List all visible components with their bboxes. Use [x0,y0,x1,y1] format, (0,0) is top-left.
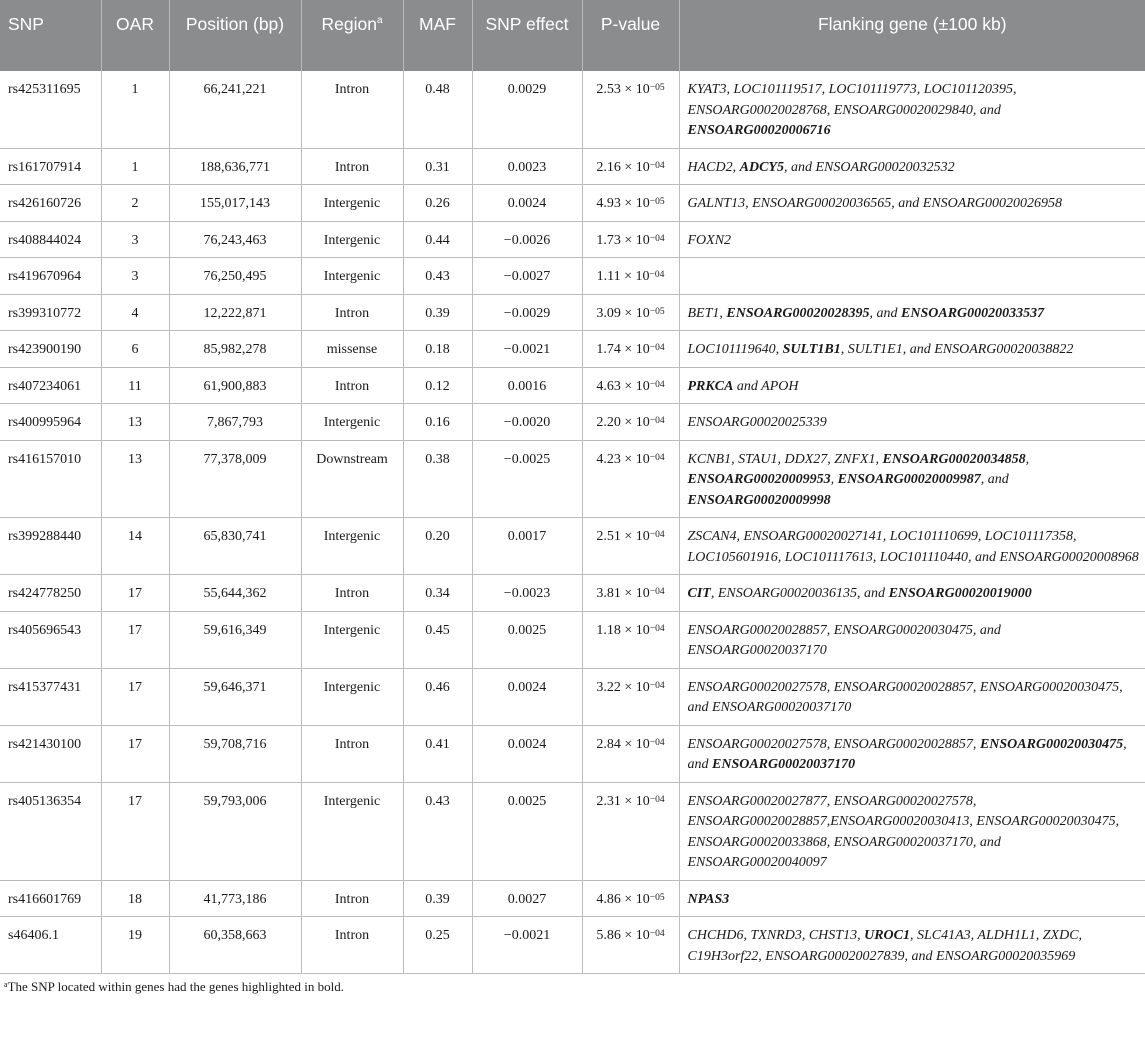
p-value-cell [582,404,679,441]
maf-cell: 0.20 [403,518,472,575]
gene-list-text: KCNB1, STAU1, DDX27, ZNFX1, [687,451,883,467]
snp-cell: rs425311695 [0,71,101,148]
snp-cell: s46406.1 [0,917,101,974]
table-row [0,518,1145,575]
flanking-genes-cell [679,404,1145,441]
snp-cell: rs161707914 [0,148,101,185]
oar-cell: 13 [101,440,169,518]
snp-cell: rs405696543 [0,611,101,668]
footnote-text: The SNP located within genes had the genes highlighted in bold. [7,979,344,994]
oar-cell: 3 [101,258,169,295]
maf-cell: 0.39 [403,294,472,331]
p-value-times-ten: × 10 [620,529,650,544]
snp-effect-cell: −0.0020 [472,404,582,441]
gene-list-text: ENSOARG00020028857, ENSOARG00020030475, and ENSOARG00020037170 [687,622,1001,658]
table-row [0,668,1145,725]
oar-cell: 13 [101,404,169,441]
p-value-exponent: −04 [649,794,665,805]
maf-cell: 0.48 [403,71,472,148]
maf-cell: 0.26 [403,185,472,222]
p-value-exponent: −04 [649,343,665,353]
position-cell: 41,773,186 [169,880,301,917]
p-value-mantissa: 2.84 [596,736,621,752]
snp-effect-cell: 0.0016 [472,367,582,404]
gene-list-text: , and [687,736,1127,772]
snp-effect-cell: −0.0027 [472,258,582,295]
p-value-mantissa: 1.11 [596,269,621,284]
gene-name-highlighted: ENSOARG00020030475 [979,736,1124,752]
p-value-exponent: −04 [649,530,665,540]
oar-cell: 3 [101,221,169,258]
table-row [0,221,1145,258]
oar-cell: 1 [101,71,169,148]
region-cell: Intergenic [301,404,403,441]
maf-cell: 0.46 [403,668,472,725]
table-row [0,331,1145,368]
table-row [0,71,1145,148]
region-cell: Intron [301,917,403,974]
p-value-times-ten: × 10 [620,196,650,211]
flanking-genes-cell [679,917,1145,974]
p-value-times-ten: × 10 [620,342,650,357]
position-cell: 76,243,463 [169,221,301,258]
gene-list-text: , SULT1E1, and ENSOARG00020038822 [840,342,1074,357]
region-cell: Intron [301,880,403,917]
p-value-times-ten: × 10 [620,622,650,638]
flanking-genes-cell [679,185,1145,222]
maf-cell: 0.44 [403,221,472,258]
gene-name-highlighted: ENSOARG00020034858 [882,451,1026,467]
p-value-mantissa: 2.20 [596,415,621,430]
region-cell: Intergenic [301,782,403,880]
gene-list-text: LOC101119640, [687,342,783,357]
p-value-times-ten: × 10 [620,415,650,430]
maf-cell: 0.12 [403,367,472,404]
region-cell: Downstream [301,440,403,518]
maf-cell: 0.39 [403,880,472,917]
oar-cell: 2 [101,185,169,222]
oar-cell: 6 [101,331,169,368]
position-cell: 76,250,495 [169,258,301,295]
oar-cell: 4 [101,294,169,331]
gene-list-text: ENSOARG00020027877, ENSOARG00020027578, ENSOARG00020028857,ENSOARG00020030413, ENSOARG00020030475, ENSOARG00020033868, ENSOARG00020037170, and ENSOARG00020040097 [687,793,1120,870]
column-header-label: OAR [116,14,154,34]
gene-list-text: GALNT13, ENSOARG00020036565, and ENSOARG00020026958 [687,196,1062,211]
p-value-cell [582,148,679,185]
p-value-mantissa: 4.23 [596,451,621,467]
flanking-genes-cell [679,668,1145,725]
p-value-exponent: −04 [649,416,665,426]
region-cell: missense [301,331,403,368]
p-value-exponent: −05 [649,197,665,207]
p-value-times-ten: × 10 [620,305,650,321]
snp-effect-cell: 0.0023 [472,148,582,185]
snp-cell: rs421430100 [0,725,101,782]
table-row [0,367,1145,404]
snp-cell: rs407234061 [0,367,101,404]
oar-cell: 17 [101,575,169,612]
p-value-exponent: −04 [649,737,665,748]
position-cell: 59,616,349 [169,611,301,668]
gene-name-highlighted: ENSOARG00020033537 [901,305,1045,321]
flanking-genes-cell [679,575,1145,612]
position-cell: 7,867,793 [169,404,301,441]
p-value-mantissa: 4.63 [596,378,621,394]
p-value-exponent: −04 [649,680,665,691]
flanking-genes-cell [679,782,1145,880]
flanking-genes-cell [679,148,1145,185]
gene-list-text: , ENSOARG00020036135, and [710,586,889,601]
gene-name-highlighted: SULT1B1 [782,342,841,357]
p-value-times-ten: × 10 [620,378,650,394]
snp-effect-cell: −0.0029 [472,294,582,331]
snp-cell: rs399288440 [0,518,101,575]
p-value-exponent: −05 [649,306,665,317]
gene-list-text: FOXN2 [687,232,732,248]
column-header [101,0,169,71]
table-row [0,725,1145,782]
table-row [0,917,1145,974]
gene-list-text: , and [869,305,902,321]
column-header-footnote-marker: a [376,15,383,26]
p-value-times-ten: × 10 [620,679,650,695]
p-value-exponent: −04 [649,929,665,939]
gene-name-highlighted: ENSOARG00020037170 [712,757,856,772]
oar-cell: 14 [101,518,169,575]
gene-list-text: , [1025,451,1030,467]
p-value-cell [582,221,679,258]
position-cell: 65,830,741 [169,518,301,575]
flanking-genes-cell [679,71,1145,148]
p-value-cell [582,331,679,368]
snp-effect-cell: 0.0025 [472,611,582,668]
p-value-cell [582,917,679,974]
maf-cell: 0.31 [403,148,472,185]
table-row [0,404,1145,441]
position-cell: 85,982,278 [169,331,301,368]
region-cell: Intergenic [301,668,403,725]
region-cell: Intron [301,725,403,782]
column-header [472,0,582,71]
maf-cell: 0.45 [403,611,472,668]
p-value-mantissa: 4.86 [596,891,621,907]
p-value-mantissa: 3.81 [596,586,621,601]
p-value-cell [582,518,679,575]
column-header [582,0,679,71]
gene-name-highlighted: CIT [687,586,711,601]
maf-cell: 0.16 [403,404,472,441]
table-row [0,880,1145,917]
p-value-times-ten: × 10 [620,269,650,284]
p-value-exponent: −04 [649,623,665,634]
gene-list-text: CHCHD6, TXNRD3, CHST13, [687,928,865,943]
oar-cell: 11 [101,367,169,404]
gene-name-highlighted: ENSOARG00020009953 [687,472,831,487]
p-value-times-ten: × 10 [620,586,650,601]
region-cell: Intron [301,575,403,612]
maf-cell: 0.38 [403,440,472,518]
column-header [169,0,301,71]
gene-name-highlighted: ENSOARG00020009998 [687,492,831,508]
flanking-genes-cell [679,258,1145,295]
flanking-genes-cell [679,725,1145,782]
maf-cell: 0.34 [403,575,472,612]
position-cell: 77,378,009 [169,440,301,518]
p-value-mantissa: 3.09 [596,305,621,321]
gene-list-text: KYAT3, LOC101119517, LOC101119773, LOC101120395, ENSOARG00020028768, ENSOARG00020029840, and [687,82,1017,118]
region-cell: Intergenic [301,185,403,222]
position-cell: 60,358,663 [169,917,301,974]
p-value-cell [582,725,679,782]
flanking-genes-cell [679,440,1145,518]
p-value-times-ten: × 10 [620,736,650,752]
p-value-times-ten: × 10 [620,451,650,467]
p-value-cell [582,185,679,222]
table-row [0,185,1145,222]
gene-list-text: ENSOARG00020027578, ENSOARG00020028857, ENSOARG00020030475, and ENSOARG00020037170 [687,679,1123,715]
p-value-exponent: −05 [649,892,665,903]
p-value-exponent: −05 [649,83,665,93]
p-value-exponent: −04 [649,379,665,390]
p-value-exponent: −04 [649,270,665,280]
p-value-cell [582,668,679,725]
p-value-mantissa: 2.31 [596,793,621,809]
snp-effect-cell: 0.0024 [472,725,582,782]
gene-list-text: and APOH [733,378,799,394]
snp-cell: rs416157010 [0,440,101,518]
oar-cell: 17 [101,611,169,668]
p-value-mantissa: 2.53 [596,82,621,97]
snp-effect-cell: 0.0027 [472,880,582,917]
table-row [0,575,1145,612]
maf-cell: 0.41 [403,725,472,782]
gene-list-text: , SLC41A3, ALDH1L1, ZXDC, C19H3orf22, ENSOARG00020027839, and ENSOARG00020035969 [687,928,1083,964]
p-value-mantissa: 2.51 [596,529,621,544]
position-cell: 61,900,883 [169,367,301,404]
oar-cell: 17 [101,782,169,880]
column-header-label: P-value [600,14,661,34]
gene-name-highlighted: UROC1 [864,928,910,943]
table-body [0,71,1145,974]
gene-name-highlighted: ENSOARG00020006716 [687,123,831,138]
maf-cell: 0.25 [403,917,472,974]
snp-cell: rs415377431 [0,668,101,725]
snp-effect-cell: −0.0021 [472,331,582,368]
gene-name-highlighted: NPAS3 [687,891,730,907]
p-value-mantissa: 3.22 [596,679,621,695]
snp-effect-cell: −0.0025 [472,440,582,518]
p-value-exponent: −04 [649,160,665,171]
snp-effect-cell: 0.0017 [472,518,582,575]
column-header [403,0,472,71]
position-cell: 66,241,221 [169,71,301,148]
p-value-mantissa: 2.16 [596,159,621,175]
oar-cell: 1 [101,148,169,185]
table-row [0,440,1145,518]
snp-cell: rs405136354 [0,782,101,880]
column-header-label: Region [321,14,377,34]
position-cell: 59,793,006 [169,782,301,880]
region-cell: Intergenic [301,611,403,668]
oar-cell: 18 [101,880,169,917]
p-value-mantissa: 1.73 [596,232,621,248]
table-row [0,782,1145,880]
oar-cell: 17 [101,668,169,725]
snp-effect-cell: 0.0025 [472,782,582,880]
p-value-cell [582,367,679,404]
column-header-label: Position (bp) [185,14,285,34]
p-value-exponent: −04 [649,587,665,597]
snp-cell: rs419670964 [0,258,101,295]
p-value-times-ten: × 10 [620,232,650,248]
p-value-cell [582,71,679,148]
snp-cell: rs400995964 [0,404,101,441]
table-row [0,258,1145,295]
position-cell: 12,222,871 [169,294,301,331]
gene-list-text: , and ENSOARG00020032532 [783,159,955,175]
gene-list-text: ENSOARG00020025339 [687,415,827,430]
column-header [679,0,1145,71]
p-value-cell [582,258,679,295]
maf-cell: 0.43 [403,782,472,880]
footnote-marker: a [4,980,8,989]
position-cell: 55,644,362 [169,575,301,612]
snp-cell: rs423900190 [0,331,101,368]
column-header [0,0,101,71]
gene-list-text: , and [980,472,1009,487]
p-value-mantissa: 4.93 [596,196,621,211]
snp-effect-cell: 0.0024 [472,185,582,222]
p-value-times-ten: × 10 [620,928,650,943]
position-cell: 188,636,771 [169,148,301,185]
table-row [0,611,1145,668]
snp-cell: rs399310772 [0,294,101,331]
region-cell: Intergenic [301,518,403,575]
p-value-cell [582,575,679,612]
p-value-mantissa: 1.18 [596,622,621,638]
gene-name-highlighted: ENSOARG00020019000 [888,586,1032,601]
table-header [0,0,1145,71]
snp-effect-cell: −0.0023 [472,575,582,612]
region-cell: Intron [301,294,403,331]
snp-cell: rs426160726 [0,185,101,222]
region-cell: Intergenic [301,258,403,295]
position-cell: 59,708,716 [169,725,301,782]
gene-list-text: , [830,472,838,487]
flanking-genes-cell [679,367,1145,404]
position-cell: 59,646,371 [169,668,301,725]
flanking-genes-cell [679,518,1145,575]
flanking-genes-cell [679,611,1145,668]
snp-cell: rs424778250 [0,575,101,612]
snp-cell: rs416601769 [0,880,101,917]
table-row [0,294,1145,331]
gene-name-highlighted: ENSOARG00020009987 [837,472,981,487]
region-cell: Intergenic [301,221,403,258]
snp-effect-cell: −0.0021 [472,917,582,974]
p-value-times-ten: × 10 [620,82,650,97]
column-header-label: MAF [419,14,456,34]
snp-effect-cell: 0.0029 [472,71,582,148]
p-value-cell [582,880,679,917]
p-value-times-ten: × 10 [620,793,650,809]
gene-list-text: ZSCAN4, ENSOARG00020027141, LOC101110699, LOC101117358, LOC105601916, LOC101117613, LOC101110440, and ENSOARG00020008968 [687,529,1139,565]
gene-list-text: BET1, [687,305,727,321]
position-cell: 155,017,143 [169,185,301,222]
p-value-cell [582,294,679,331]
region-cell: Intron [301,148,403,185]
footnote [0,979,1145,995]
column-header-label: SNP effect [485,14,569,34]
p-value-times-ten: × 10 [620,891,650,907]
maf-cell: 0.18 [403,331,472,368]
gene-name-highlighted: ENSOARG00020028395 [726,305,870,321]
gene-name-highlighted: PRKCA [687,378,734,394]
p-value-cell [582,611,679,668]
p-value-mantissa: 1.74 [596,342,621,357]
p-value-exponent: −04 [649,452,665,463]
snp-effect-cell: −0.0026 [472,221,582,258]
p-value-exponent: −04 [649,233,665,244]
flanking-genes-cell [679,880,1145,917]
p-value-cell [582,440,679,518]
header-row [0,0,1145,71]
p-value-cell [582,782,679,880]
flanking-genes-cell [679,331,1145,368]
flanking-genes-cell [679,294,1145,331]
p-value-times-ten: × 10 [620,159,650,175]
gene-list-text: HACD2, [687,159,740,175]
gene-list-text: ENSOARG00020027578, ENSOARG00020028857, [687,736,980,752]
flanking-genes-cell [679,221,1145,258]
table-row [0,148,1145,185]
column-header-label: Flanking gene (±100 kb) [817,14,1007,34]
maf-cell: 0.43 [403,258,472,295]
oar-cell: 17 [101,725,169,782]
region-cell: Intron [301,71,403,148]
snp-cell: rs408844024 [0,221,101,258]
p-value-mantissa: 5.86 [596,928,621,943]
region-cell: Intron [301,367,403,404]
snp-effect-cell: 0.0024 [472,668,582,725]
column-header-label: SNP [8,14,44,34]
oar-cell: 19 [101,917,169,974]
column-header [301,0,403,71]
gene-name-highlighted: ADCY5 [739,159,784,175]
